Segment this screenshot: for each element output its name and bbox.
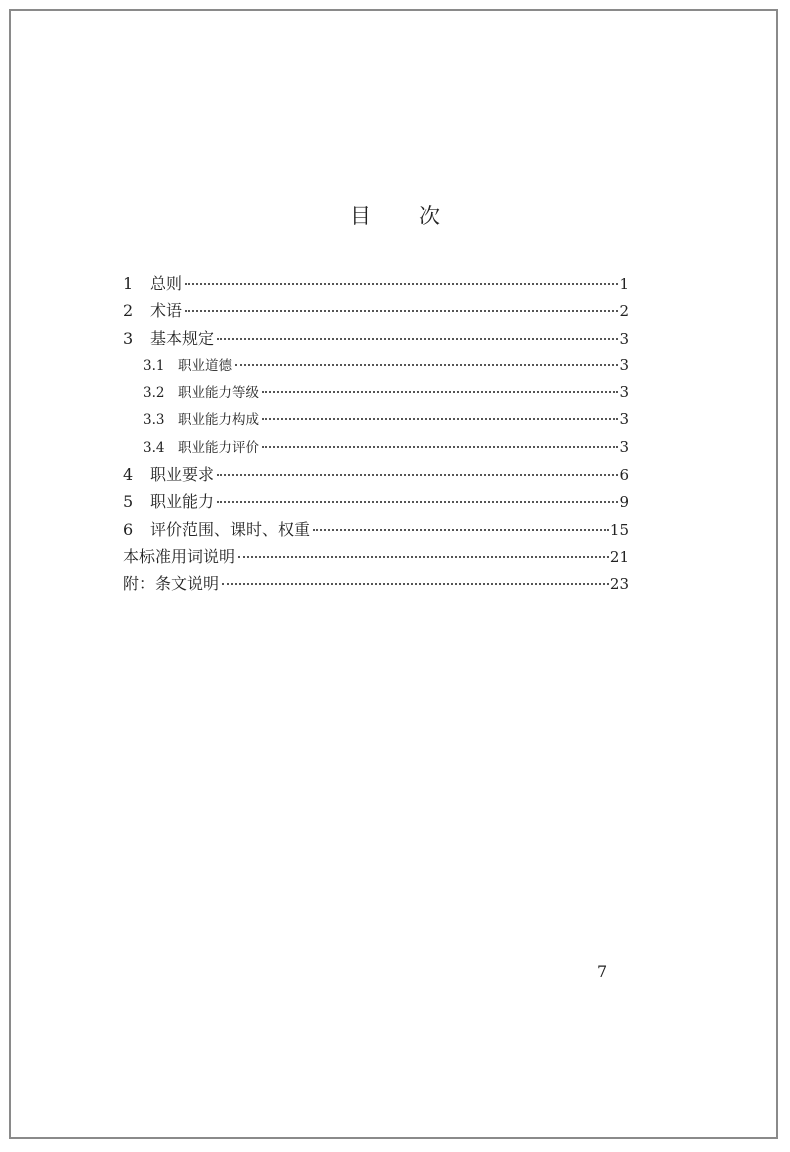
dot-leader bbox=[185, 281, 618, 285]
toc-entry-page: 21 bbox=[609, 547, 629, 566]
toc-entry-number: 3 bbox=[123, 328, 134, 348]
toc-entry-number: 4 bbox=[123, 465, 134, 485]
toc-entry-number: 5 bbox=[123, 492, 134, 512]
toc-entry-page: 3 bbox=[619, 437, 629, 456]
toc-entry-number: 1 bbox=[123, 274, 134, 293]
toc-entry-professional-ethics[interactable] bbox=[123, 352, 629, 379]
toc-entry-label: 本标准用词说明 bbox=[123, 546, 236, 566]
toc-entry-number: 3.1 bbox=[143, 357, 165, 374]
page-title bbox=[0, 200, 790, 230]
dot-leader bbox=[217, 499, 618, 503]
toc-entry-number: 3.3 bbox=[143, 412, 165, 429]
toc-entry-page: 23 bbox=[609, 575, 629, 594]
dot-leader bbox=[235, 362, 618, 366]
toc-entry-label: 职业要求 bbox=[150, 465, 215, 485]
toc-entry-professional-requirements[interactable] bbox=[123, 461, 629, 488]
toc-entry-label: 职业能力 bbox=[150, 492, 215, 512]
toc-entry-page: 3 bbox=[619, 410, 629, 429]
toc-entry-general[interactable] bbox=[123, 270, 629, 297]
dot-leader bbox=[262, 444, 618, 448]
toc-entry-label: 术语 bbox=[150, 301, 183, 321]
toc-entry-competency-structure[interactable] bbox=[123, 406, 629, 433]
toc-entry-number: 3.2 bbox=[143, 385, 165, 402]
toc-entry-label: 基本规定 bbox=[150, 328, 215, 348]
dot-leader bbox=[238, 554, 609, 558]
toc-entry-page: 15 bbox=[609, 520, 629, 539]
toc-entry-page: 3 bbox=[619, 329, 629, 348]
toc-entry-competency-levels[interactable] bbox=[123, 379, 629, 406]
toc-entry-professional-competency[interactable] bbox=[123, 488, 629, 515]
toc-entry-label: 评价范围、课时、权重 bbox=[150, 519, 311, 539]
dot-leader bbox=[313, 527, 609, 531]
toc-entry-page: 2 bbox=[619, 302, 629, 321]
toc-entry-label: 职业道德 bbox=[178, 357, 232, 374]
toc-entry-wording-explanation[interactable] bbox=[123, 543, 629, 570]
page-number: 7 bbox=[597, 962, 608, 981]
toc-entry-page: 6 bbox=[619, 466, 629, 485]
toc-entry-basic-rules[interactable] bbox=[123, 325, 629, 352]
toc-entry-label: 职业能力评价 bbox=[178, 439, 259, 456]
table-of-contents bbox=[123, 270, 629, 598]
dot-leader bbox=[262, 416, 618, 420]
toc-entry-label: 职业能力等级 bbox=[178, 385, 259, 402]
dot-leader bbox=[222, 581, 609, 585]
dot-leader bbox=[217, 336, 618, 340]
toc-entry-label: 职业能力构成 bbox=[178, 412, 259, 429]
title-char-2: 次 bbox=[419, 204, 440, 228]
toc-entry-page: 1 bbox=[619, 275, 629, 293]
title-char-1: 目 bbox=[350, 204, 371, 228]
toc-entry-terms[interactable] bbox=[123, 297, 629, 324]
toc-entry-competency-evaluation[interactable] bbox=[123, 434, 629, 461]
toc-entry-number: 3.4 bbox=[143, 439, 165, 456]
toc-entry-number: 2 bbox=[123, 301, 134, 321]
dot-leader bbox=[185, 308, 618, 312]
toc-entry-label: 总则 bbox=[150, 274, 183, 293]
toc-entry-page: 3 bbox=[619, 355, 629, 374]
toc-entry-page: 9 bbox=[619, 493, 629, 512]
dot-leader bbox=[217, 472, 618, 476]
toc-entry-number: 6 bbox=[123, 519, 134, 539]
toc-entry-clause-explanation[interactable] bbox=[123, 570, 629, 597]
toc-entry-label: 附：条文说明 bbox=[123, 574, 220, 594]
toc-entry-page: 3 bbox=[619, 383, 629, 402]
dot-leader bbox=[262, 389, 618, 393]
toc-entry-evaluation-scope[interactable] bbox=[123, 516, 629, 543]
